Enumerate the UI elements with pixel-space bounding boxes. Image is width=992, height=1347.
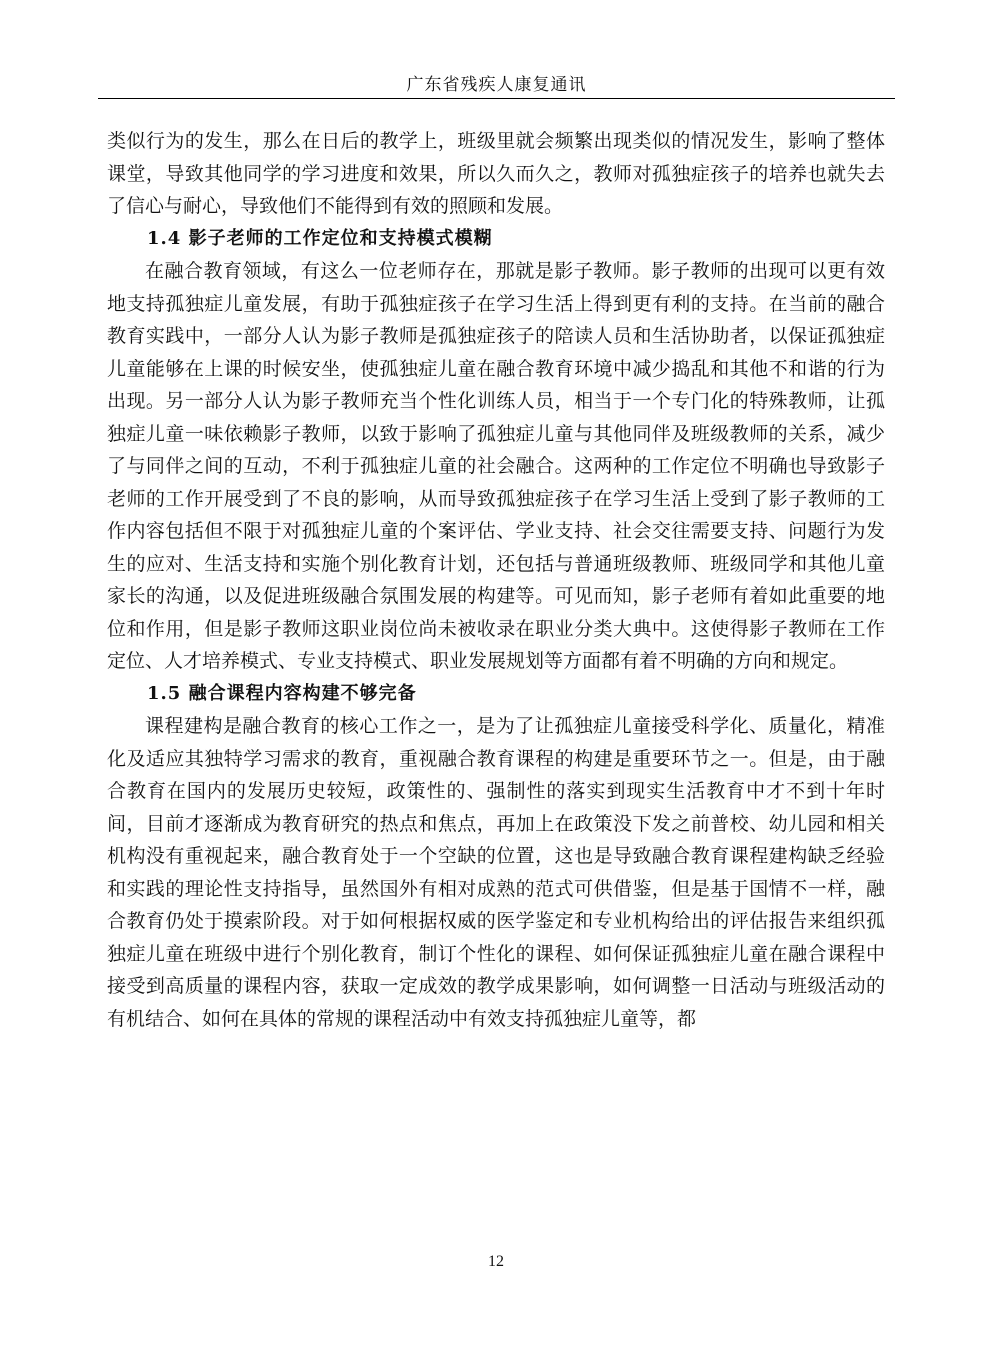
section-heading-1-5: 1.5 融合课程内容构建不够完备 bbox=[147, 682, 417, 704]
page-number: 12 bbox=[488, 1253, 504, 1270]
page-body bbox=[107, 125, 885, 1035]
paragraph-shadow-teacher: 在融合教育领域，有这么一位老师存在，那就是影子教师。影子教师的出现可以更有效地支持孤独症儿童发展，有助于孤独症孩子在学习生活上得到更有利的支持。在当前的融合教育实践中，一部分人认为影子教师是孤独症孩子的陪读人员和生活协助者，以保证孤独症儿童能够在上课的时候安坐，使孤独症儿童在融合教育环境中减少捣乱和其他不和谐的行为出现。另一部分人认为影子教师充当个性化训练人员，相当于一个专门化的特殊教师，让孤独症儿童一味依赖影子教师，以致于影响了孤独症儿童与其他同伴及班级教师的关系，减少了与同伴之间的互动，不利于孤独症儿童的社会融合。这两种的工作定位不明确也导致影子老师的工作开展受到了不良的影响，从而导致孤独症孩子在学习生活上受到了影子教师的工作内容包括但不限于对孤独症儿童的个案评估、学业支持、社会交往需要支持、问题行为发生的应对、生活支持和实施个别化教育计划，还包括与普通班级教师、班级同学和其他儿童家长的沟通，以及促进班级融合氛围发展的构建等。可见而知，影子老师有着如此重要的地位和作用，但是影子教师这职业岗位尚未被收录在职业分类大典中。这使得影子教师在工作定位、人才培养模式、专业支持模式、职业发展规划等方面都有着不明确的方向和规定。 bbox=[107, 260, 885, 672]
paragraph-curriculum: 课程建构是融合教育的核心工作之一，是为了让孤独症儿童接受科学化、质量化，精准化及适应其独特学习需求的教育，重视融合教育课程的构建是重要环节之一。但是，由于融合教育在国内的发展历史较短，政策性的、强制性的落实到现实生活教育中才不到十年时间，目前才逐渐成为教育研究的热点和焦点，再加上在政策没下发之前普校、幼儿园和相关机构没有重视起来，融合教育处于一个空缺的位置，这也是导致融合教育课程建构缺乏经验和实践的理论性支持指导，虽然国外有相对成熟的范式可供借鉴，但是基于国情不一样，融合教育仍处于摸索阶段。对于如何根据权威的医学鉴定和专业机构给出的评估报告来组织孤独症儿童在班级中进行个别化教育，制订个性化的课程、如何保证孤独症儿童在融合课程中接受到高质量的课程内容，获取一定成效的教学成果影响，如何调整一日活动与班级活动的有机结合、如何在具体的常规的课程活动中有效支持孤独症儿童等，都 bbox=[107, 715, 885, 1030]
running-header: 广东省残疾人康复通讯 bbox=[406, 75, 587, 95]
section-heading-1-4: 1.4 影子老师的工作定位和支持模式模糊 bbox=[147, 227, 493, 249]
paragraph-continued: 类似行为的发生，那么在日后的教学上，班级里就会频繁出现类似的情况发生，影响了整体课堂，导致其他同学的学习进度和效果，所以久而久之，教师对孤独症孩子的培养也就失去了信心与耐心，导致他们不能得到有效的照顾和发展。 bbox=[107, 130, 885, 217]
header-rule bbox=[98, 98, 895, 99]
